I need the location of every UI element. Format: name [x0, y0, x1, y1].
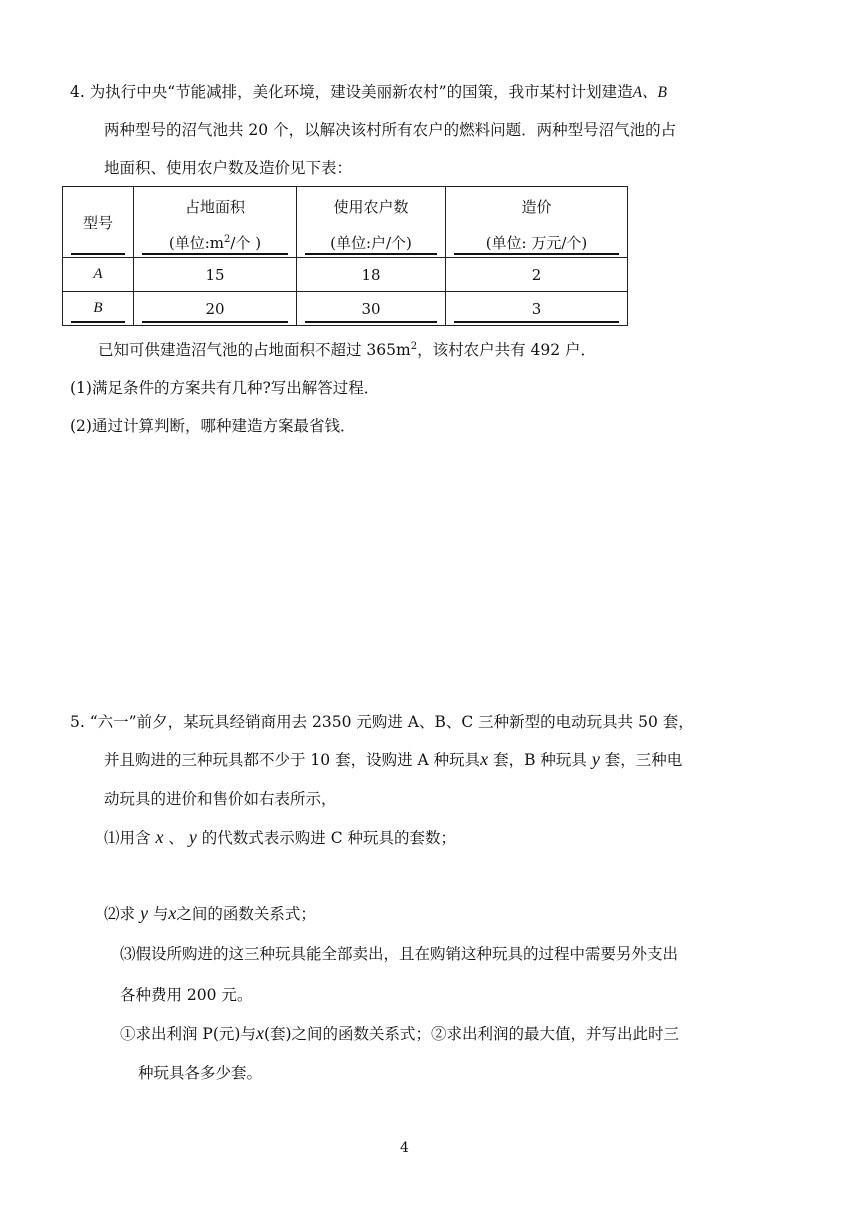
cell-households: 30 [297, 292, 446, 326]
q5-part3-sub: ①求出利润 P(元)与x(套)之间的函数关系式；②求出利润的最大值，并写出此时三 [120, 1023, 680, 1043]
q4-known: 已知可供建造沼气池的占地面积不超过 $365m^2$，该村农户共有 492 户． [98, 340, 597, 359]
q4-part1: (1)满足条件的方案共有几种?写出解答过程． [70, 379, 380, 397]
header-type: 型号 [63, 187, 134, 258]
q5-part3-sub-line2: 种玩具各多少套。 [138, 1064, 263, 1082]
q5-part2: ⑵求 y 与x之间的函数关系式； [104, 903, 316, 923]
header-households: 使用农户数 (单位:户/个) [297, 187, 446, 258]
cell-area: 15 [134, 258, 297, 292]
q4-line2: 两种型号的沼气池共 20 个，以解决该村所有农户的燃料问题．两种型号沼气池的占 [104, 121, 677, 139]
cell-cost: 3 [446, 292, 628, 326]
q5-line2: 并且购进的三种玩具都不少于 10 套，设购进 A 种玩具x 套，B 种玩具 y 套，三种电 [104, 749, 683, 769]
q4-spec-table [62, 186, 628, 326]
page-number: 4 [400, 1140, 409, 1156]
q5-line3: 动玩具的进价和售价如右表所示， [104, 790, 337, 808]
cell-type: B [63, 292, 134, 326]
table-row [63, 292, 628, 326]
cell-area: 20 [134, 292, 297, 326]
header-area: 占地面积 (单位$:m^2/$个 ) [134, 187, 297, 258]
q4-line1: 4. 为执行中央“节能减排，美化环境，建设美丽新农村”的国策，我市某村计划建造A、B [70, 83, 668, 101]
q4-part2: (2)通过计算判断，哪种建造方案最省钱． [70, 417, 356, 435]
q5-part3-line1: ⑶假设所购进的这三种玩具能全部卖出，且在购销这种玩具的过程中需要另外支出 [120, 945, 679, 963]
q5-part3-line2: 各种费用 200 元。 [120, 986, 253, 1004]
q4-line3: 地面积、使用农户数及造价见下表： [104, 159, 353, 177]
q5-part1: ⑴用含 x 、 y 的代数式表示购进 C 种玩具的套数； [104, 827, 456, 847]
header-cost: 造价 (单位: 万元/个) [446, 187, 628, 258]
cell-households: 18 [297, 258, 446, 292]
cell-cost: 2 [446, 258, 628, 292]
q5-line1: 5. “六一”前夕，某玩具经销商用去 2350 元购进 A、B、C 三种新型的电动玩具共 50 套， [70, 713, 694, 731]
table-row [63, 258, 628, 292]
q4-vars-ab: A、B [632, 84, 668, 101]
cell-type: A [63, 258, 134, 292]
